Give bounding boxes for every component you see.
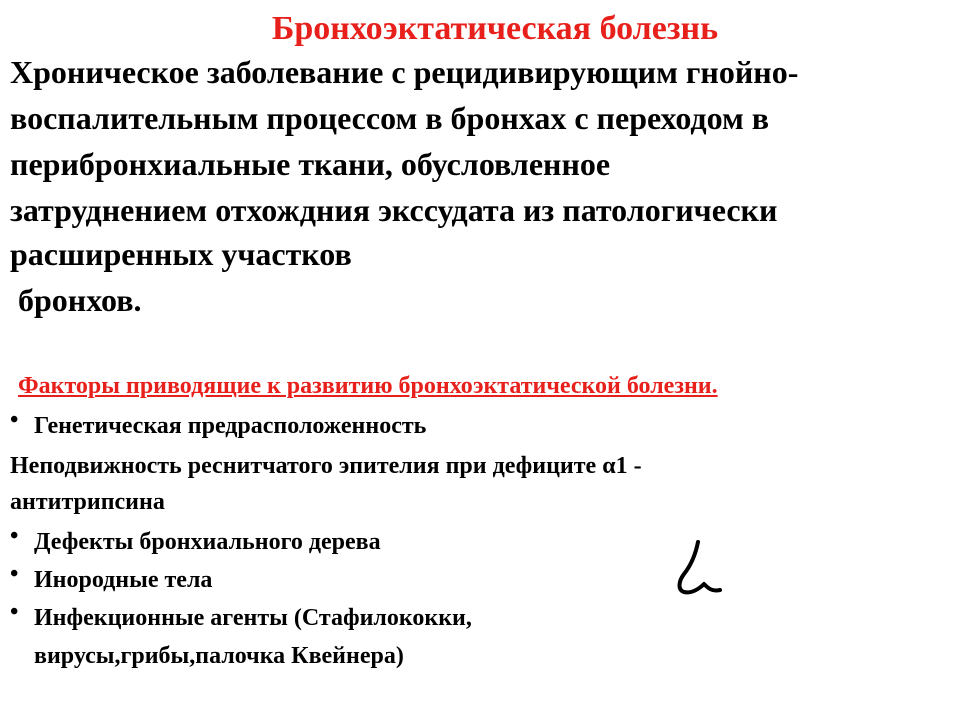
handwritten-scribble-icon [670, 538, 730, 598]
bullet-icon: • [10, 561, 19, 587]
bullet-icon: • [10, 599, 19, 625]
factor-defects: Дефекты бронхиального дерева [34, 529, 381, 555]
factor-foreign-bodies: Инородные тела [34, 567, 213, 593]
factor-infection-line-2: вирусы,грибы,палочка Квейнера) [34, 643, 404, 669]
definition-line-2: воспалительным процессом в бронхах с переходом в [10, 100, 770, 136]
factor-genetic: Генетическая предрасположенность [34, 413, 427, 439]
definition-line-3: перибронхиальные ткани, обусловленное [10, 146, 611, 182]
definition-line-4: затруднением отхождния экссудата из патологически [10, 192, 778, 228]
definition-line-5: расширенных участков [10, 236, 352, 272]
definition-line-1: Хроническое заболевание с рецидивирующим гнойно- [10, 54, 799, 90]
factor-cilia-line-1: Неподвижность реснитчатого эпителия при дефиците α1 - [10, 453, 642, 479]
definition-line-6: бронхов. [10, 282, 142, 318]
factors-heading: Факторы приводящие к развитию бронхоэктатической болезни. [18, 373, 718, 399]
bullet-icon: • [10, 407, 19, 433]
slide-title: Бронхоэктатическая болезнь [271, 10, 719, 47]
factor-cilia-line-2: антитрипсина [10, 489, 165, 515]
factor-infection-line-1: Инфекционные агенты (Стафилококки, [34, 605, 472, 631]
bullet-icon: • [10, 523, 19, 549]
